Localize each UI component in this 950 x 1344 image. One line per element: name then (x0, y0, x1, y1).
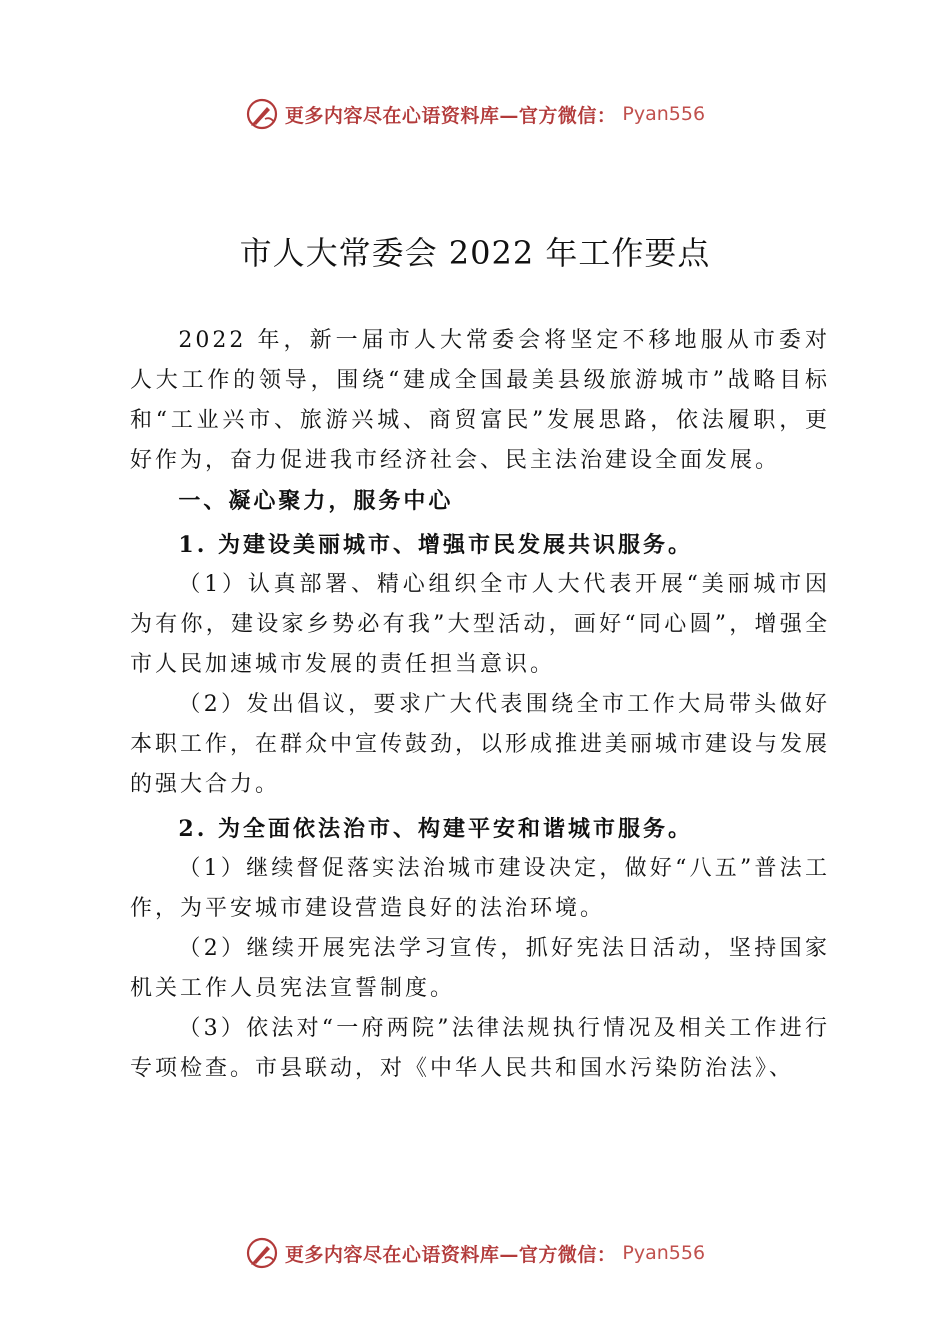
list-item: （1）继续督促落实法治城市建设决定，做好“八五”普法工作，为平安城市建设营造良好的法治环境。 (130, 856, 830, 921)
header-banner (0, 94, 950, 134)
pen-circle-logo-icon (245, 97, 279, 131)
list-item: （1）认真部署、精心组织全市人大代表开展“美丽城市因为有你，建设家乡势必有我”大型活动，画好“同心圆”，增强全市人民加速城市发展的责任担当意识。 (130, 572, 830, 677)
list-item: （2）继续开展宪法学习宣传，抓好宪法日活动，坚持国家机关工作人员宪法宣誓制度。 (130, 936, 830, 1001)
section-heading-1: 一、凝心聚力，服务中心 (178, 488, 454, 514)
pen-circle-logo-icon (245, 1236, 279, 1270)
subsection-heading-1: 1. 为建设美丽城市、增强市民发展共识服务。 (178, 532, 694, 558)
banner-wechat-id: Pyan556 (622, 1242, 706, 1264)
document-body (130, 321, 830, 1089)
footer-banner (0, 1233, 950, 1273)
intro-paragraph: 2022 年，新一届市人大常委会将坚定不移地服从市委对人大工作的领导，围绕“建成全国最美县级旅游城市”战略目标和“工业兴市、旅游兴城、商贸富民”发展思路，依法履职，更好作为，奋力促进我市经济社会、民主法治建设全面发展。 (130, 328, 830, 473)
banner-wechat-id: Pyan556 (622, 103, 706, 125)
document-title: 市人大常委会 2022 年工作要点 (239, 234, 711, 272)
subsection-heading-2: 2. 为全面依法治市、构建平安和谐城市服务。 (178, 816, 694, 842)
list-item: （2）发出倡议，要求广大代表围绕全市工作大局带头做好本职工作，在群众中宣传鼓劲，以形成推进美丽城市建设与发展的强大合力。 (130, 692, 831, 797)
banner-text: 更多内容尽在心语资料库—官方微信： (284, 1243, 617, 1266)
list-item: （3）依法对“一府两院”法律法规执行情况及相关工作进行专项检查。市县联动，对《中华人民共和国水污染防治法》、 (130, 1016, 830, 1081)
banner-text: 更多内容尽在心语资料库—官方微信： (284, 104, 617, 127)
